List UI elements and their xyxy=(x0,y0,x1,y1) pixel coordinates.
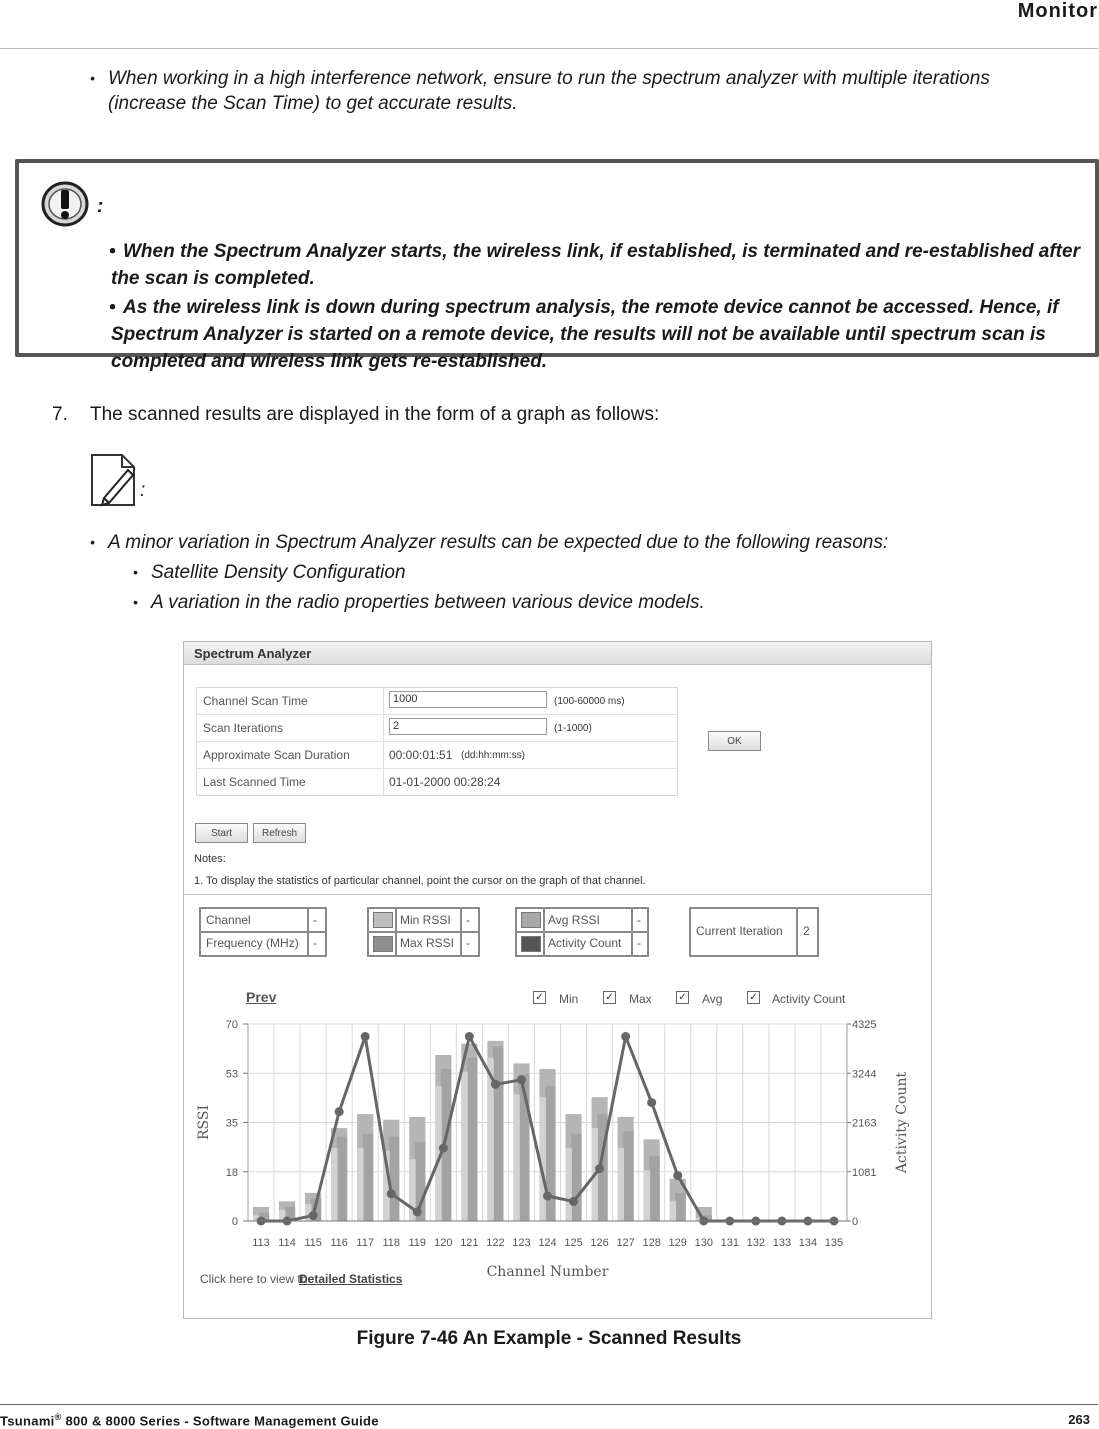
min-rssi-bar xyxy=(513,1094,519,1221)
bullet-dot: • xyxy=(133,594,138,610)
note-bullet-text: A minor variation in Spectrum Analyzer results can be expected due to the following reasons: xyxy=(108,532,889,553)
x-tick-label: 120 xyxy=(434,1237,453,1249)
last-scanned-value: 01-01-2000 00:28:24 xyxy=(389,775,501,789)
avg-rssi-bar xyxy=(337,1137,347,1221)
activity-count-value: - xyxy=(637,936,641,950)
min-rssi-swatch xyxy=(373,912,393,928)
min-rssi-label: Min RSSI xyxy=(400,913,451,927)
approx-duration-label: Approximate Scan Duration xyxy=(203,748,350,762)
avg-rssi-bar xyxy=(675,1193,685,1221)
channel-scan-time-row xyxy=(197,688,677,715)
notes-title: Notes: xyxy=(194,853,226,865)
y2-axis-label: Activity Count xyxy=(894,1071,910,1174)
spectrum-analyzer-header xyxy=(184,642,931,665)
x-tick-label: 125 xyxy=(564,1237,583,1249)
min-rssi-bar xyxy=(461,1072,467,1221)
activity-count-point xyxy=(595,1164,604,1173)
y-tick-label: 35 xyxy=(225,1117,238,1130)
caution-box xyxy=(15,159,1099,372)
avg-activity-stats-box xyxy=(515,907,649,957)
note-label: : xyxy=(140,480,146,501)
y-tick-label: 53 xyxy=(225,1068,238,1081)
activity-checkbox[interactable]: ✓ xyxy=(747,991,760,1004)
min-rssi-bar xyxy=(565,1148,571,1221)
activity-count-point xyxy=(465,1032,474,1041)
current-iteration-value: 2 xyxy=(803,924,810,938)
start-button[interactable]: Start xyxy=(195,823,248,843)
avg-rssi-swatch xyxy=(521,912,541,928)
x-axis-label: Channel Number xyxy=(486,1264,609,1280)
prev-link[interactable]: Prev xyxy=(246,989,277,1005)
activity-count-point xyxy=(413,1207,422,1216)
activity-count-point xyxy=(309,1211,318,1220)
note-sub-2-text: A variation in the radio properties between various device models. xyxy=(151,592,705,613)
detailed-stats-prompt: Click here to view the xyxy=(200,1272,315,1286)
x-tick-label: 121 xyxy=(460,1237,479,1249)
x-tick-label: 114 xyxy=(278,1237,296,1249)
min-checkbox[interactable]: ✓ xyxy=(533,991,546,1004)
activity-count-label: Activity Count xyxy=(548,936,622,950)
x-tick-label: 132 xyxy=(746,1237,766,1249)
note-bullet xyxy=(90,530,1050,555)
ok-button[interactable]: OK xyxy=(708,731,761,751)
caution-exclamation-icon xyxy=(41,181,89,227)
avg-legend-label: Avg xyxy=(702,992,723,1006)
y-tick-label: 0 xyxy=(231,1216,238,1228)
caution-item-2 xyxy=(111,294,1096,375)
x-tick-label: 126 xyxy=(590,1237,609,1249)
avg-rssi-bar xyxy=(571,1134,581,1221)
detailed-statistics-link[interactable]: Detailed Statistics xyxy=(299,1272,403,1286)
activity-count-point xyxy=(517,1075,526,1084)
channel-scan-time-input[interactable]: 1000 xyxy=(389,691,547,708)
channel-scan-time-hint: (100-60000 ms) xyxy=(554,696,625,707)
max-checkbox[interactable]: ✓ xyxy=(603,991,616,1004)
avg-checkbox[interactable]: ✓ xyxy=(676,991,689,1004)
header-rule xyxy=(0,48,1098,49)
refresh-button[interactable]: Refresh xyxy=(253,823,306,843)
scan-iterations-hint: (1-1000) xyxy=(554,723,592,734)
bullet-dot: • xyxy=(109,241,116,262)
avg-rssi-bar xyxy=(623,1131,633,1221)
approx-duration-value: 00:00:01:51 xyxy=(389,748,453,762)
min-rssi-bar xyxy=(670,1201,676,1221)
page-number: 263 xyxy=(1068,1412,1090,1427)
footer-guide-title xyxy=(0,1412,379,1428)
y-axis-label: RSSI xyxy=(196,1104,212,1141)
bullet-dot: • xyxy=(90,70,95,86)
intro-bullet xyxy=(90,66,1050,116)
caution-item-1-text: When the Spectrum Analyzer starts, the wireless link, if established, is terminated and re-established after the scan is completed. xyxy=(111,241,1080,289)
activity-legend-label: Activity Count xyxy=(772,992,846,1006)
activity-count-point xyxy=(647,1098,656,1107)
max-legend-label: Max xyxy=(629,992,652,1006)
footer-registered-mark: ® xyxy=(54,1412,62,1422)
footer-rule xyxy=(0,1404,1098,1405)
activity-count-point xyxy=(361,1032,370,1041)
min-rssi-value: - xyxy=(466,913,470,927)
channel-scan-time-label: Channel Scan Time xyxy=(203,694,308,708)
note-sub-1 xyxy=(133,560,406,585)
x-tick-label: 123 xyxy=(512,1237,531,1249)
max-rssi-label: Max RSSI xyxy=(400,936,455,950)
activity-count-point xyxy=(543,1191,552,1200)
spectrum-analyzer-title: Spectrum Analyzer xyxy=(194,646,312,661)
x-tick-label: 131 xyxy=(720,1237,739,1249)
activity-count-point xyxy=(387,1189,396,1198)
caution-item-1 xyxy=(111,238,1096,292)
avg-rssi-bar xyxy=(389,1137,399,1221)
last-scanned-row xyxy=(197,769,677,795)
x-tick-label: 133 xyxy=(772,1237,792,1249)
min-rssi-bar xyxy=(357,1148,363,1221)
caution-label: : xyxy=(97,196,104,217)
y2-tick-label: 2163 xyxy=(852,1117,877,1130)
footer-product: Tsunami xyxy=(0,1413,55,1429)
caution-item-2-text: As the wireless link is down during spectrum analysis, the remote device cannot be accessed. Hence, if Spectrum Analyzer is started on a remote device, the results will not be available until spectrum scan is completed and wireless link gets re-established. xyxy=(111,297,1059,372)
x-tick-label: 122 xyxy=(486,1237,505,1249)
activity-count-point xyxy=(621,1032,630,1041)
x-tick-label: 129 xyxy=(668,1237,687,1249)
activity-count-point xyxy=(491,1080,500,1089)
avg-rssi-bar xyxy=(467,1058,477,1221)
notes-text: 1. To display the statistics of particular channel, point the cursor on the graph of that channel. xyxy=(194,875,646,887)
y2-tick-label: 0 xyxy=(852,1216,859,1228)
frequency-value: - xyxy=(313,936,317,950)
x-tick-label: 117 xyxy=(356,1237,374,1249)
y2-tick-label: 1081 xyxy=(852,1166,877,1179)
x-tick-label: 124 xyxy=(538,1237,557,1249)
channel-stats-box xyxy=(199,907,327,957)
activity-count-point xyxy=(335,1107,344,1116)
min-rssi-bar xyxy=(618,1148,624,1221)
scan-iterations-input[interactable]: 2 xyxy=(389,718,547,735)
x-tick-label: 115 xyxy=(304,1237,322,1249)
step-text: The scanned results are displayed in the form of a graph as follows: xyxy=(90,404,660,425)
rssi-stats-box xyxy=(367,907,480,957)
activity-count-swatch xyxy=(521,936,541,952)
y2-tick-label: 3244 xyxy=(852,1068,877,1081)
x-tick-label: 134 xyxy=(798,1237,818,1249)
min-rssi-bar xyxy=(331,1148,337,1221)
bullet-dot: • xyxy=(133,564,138,580)
bullet-dot: • xyxy=(109,297,116,318)
x-tick-label: 127 xyxy=(616,1237,635,1249)
x-tick-label: 113 xyxy=(252,1237,270,1249)
y-tick-label: 18 xyxy=(225,1166,238,1179)
scan-iterations-row xyxy=(197,715,677,742)
max-rssi-value: - xyxy=(466,936,470,950)
y2-tick-label: 4325 xyxy=(852,1019,877,1031)
approx-duration-row xyxy=(197,742,677,769)
frequency-label: Frequency (MHz) xyxy=(206,936,299,950)
scan-iterations-label: Scan Iterations xyxy=(203,721,284,735)
current-iteration-box xyxy=(689,907,819,957)
page-header-title: Monitor xyxy=(1017,0,1098,22)
spectrum-analyzer-screenshot xyxy=(183,641,932,1319)
x-tick-label: 135 xyxy=(824,1237,844,1249)
scan-settings-table xyxy=(196,687,678,796)
note-sub-2 xyxy=(133,590,705,615)
avg-rssi-value: - xyxy=(637,913,641,927)
current-iteration-label: Current Iteration xyxy=(696,924,783,938)
last-scanned-label: Last Scanned Time xyxy=(203,775,306,789)
max-rssi-swatch xyxy=(373,936,393,952)
y-tick-label: 70 xyxy=(225,1019,238,1031)
avg-rssi-bar xyxy=(545,1086,555,1221)
bullet-dot: • xyxy=(90,534,95,550)
avg-rssi-bar xyxy=(493,1047,503,1221)
channel-label: Channel xyxy=(206,913,251,927)
footer-guide-rest: 800 & 8000 Series - Software Management Guide xyxy=(61,1413,379,1429)
activity-count-point xyxy=(439,1144,448,1153)
note-pencil-icon xyxy=(88,452,140,508)
x-tick-label: 130 xyxy=(694,1237,713,1249)
x-tick-label: 118 xyxy=(382,1237,401,1249)
section-divider xyxy=(184,894,931,895)
activity-count-point xyxy=(569,1197,578,1206)
channel-value: - xyxy=(313,913,317,927)
figure-caption: Figure 7-46 An Example - Scanned Results xyxy=(356,1328,742,1349)
avg-rssi-label: Avg RSSI xyxy=(548,913,600,927)
avg-rssi-bar xyxy=(363,1134,373,1221)
step-number: 7. xyxy=(52,404,68,425)
approx-duration-hint: (dd:hh:mm:ss) xyxy=(461,750,525,761)
x-tick-label: 116 xyxy=(330,1237,348,1249)
intro-bullet-text: When working in a high interference network, ensure to run the spectrum analyzer with multiple iterations (increase the Scan Time) to get accurate results. xyxy=(108,68,990,114)
note-sub-1-text: Satellite Density Configuration xyxy=(151,562,406,583)
activity-count-point xyxy=(673,1171,682,1180)
avg-rssi-bar xyxy=(649,1156,659,1221)
x-tick-label: 119 xyxy=(408,1237,427,1249)
min-legend-label: Min xyxy=(559,992,579,1006)
min-rssi-bar xyxy=(644,1170,650,1221)
x-tick-label: 128 xyxy=(642,1237,661,1249)
